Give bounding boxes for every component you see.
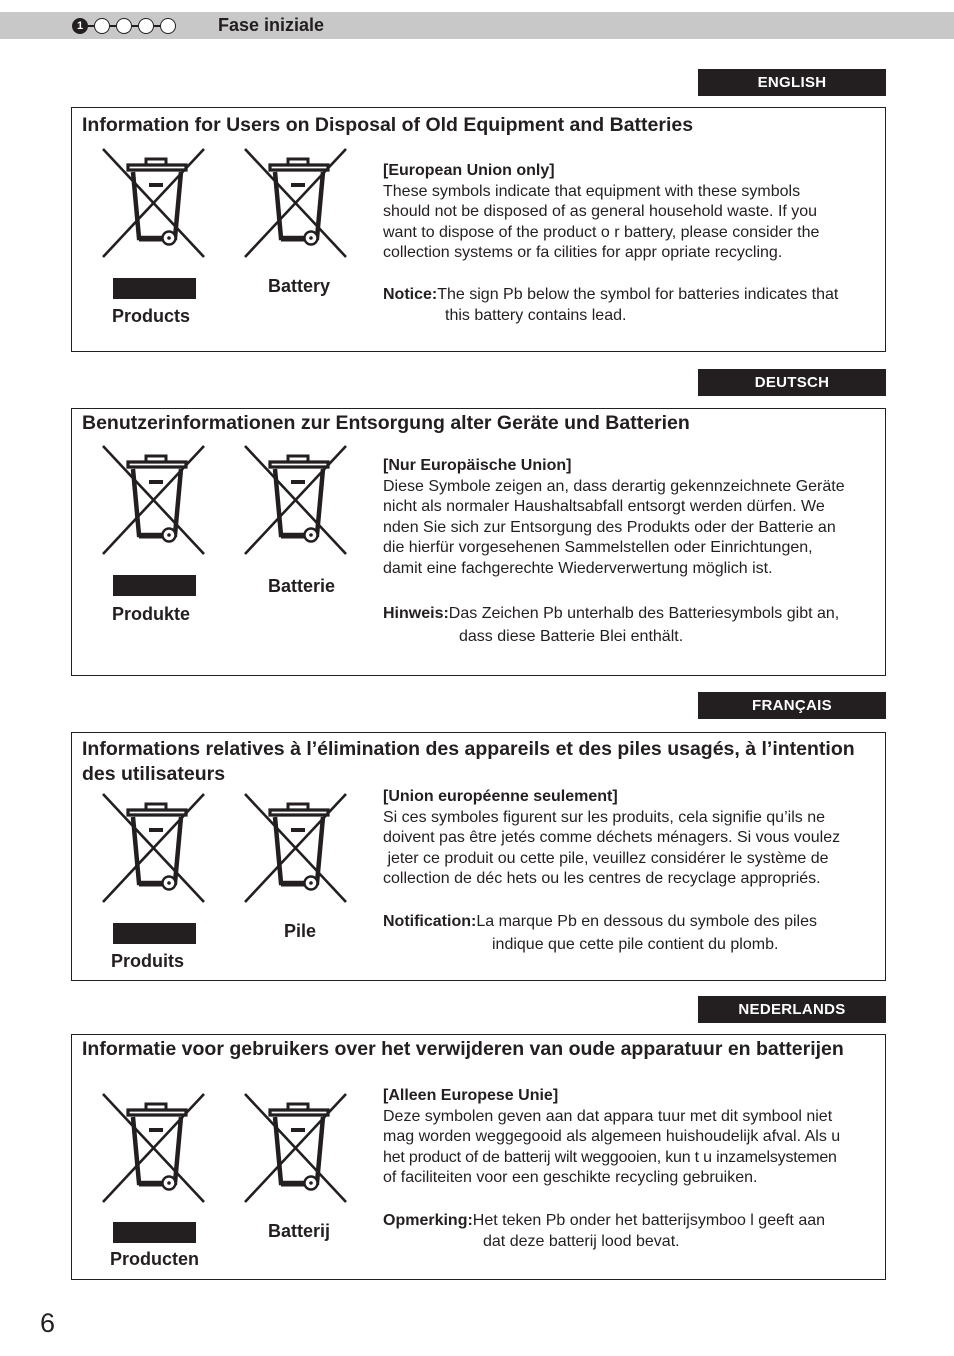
info-text xyxy=(383,1086,888,1189)
crossed-bin-icon xyxy=(100,443,210,557)
notice xyxy=(383,1210,903,1252)
notice-key: Hinweis: xyxy=(383,605,449,622)
step-1: 1 xyxy=(72,18,88,34)
notice-line: dat deze batterij lood bevat. xyxy=(483,1233,680,1250)
battery-label: Batterij xyxy=(268,1221,331,1241)
notice-line: The sign Pb below the symbol for batteries indicates that xyxy=(437,286,839,303)
text-line: die hierfür vorgesehenen Sammelstellen oder Einrichtungen, xyxy=(383,539,813,557)
products-label: Products xyxy=(112,306,191,326)
crossed-bin-icon xyxy=(242,1091,352,1205)
products-label: Produits xyxy=(111,951,185,971)
disposal-section-francais xyxy=(71,732,886,981)
notice-key: Opmerking: xyxy=(383,1212,473,1229)
text-line: jeter ce produit ou cette pile, veuillez considérer le système de xyxy=(383,849,829,867)
text-line: mag worden weggegooid als algemeen huishoudelijk afval. Als u xyxy=(383,1128,841,1146)
notice-line: indique que cette pile contient du plomb. xyxy=(492,936,779,953)
text-line: should not be disposed of as general household waste. If you xyxy=(383,203,818,221)
battery-label: Batterie xyxy=(268,576,336,596)
products-label: Producten xyxy=(110,1249,200,1269)
text-line: collection systems or fa cilities for appr opriate recycling. xyxy=(383,244,783,262)
notice xyxy=(383,910,903,956)
section-title: Informations relatives à l’élimination des appareils et des piles usagés, à l’intention des utilisateurs xyxy=(82,738,855,785)
text-line: doivent pas être jetés comme déchets ménagers. Si vous voulez xyxy=(383,829,841,847)
header-title: Fase iniziale xyxy=(218,15,325,35)
lang-tab-francais: FRANÇAIS xyxy=(698,692,886,719)
step-4 xyxy=(138,18,154,34)
text-line: het product of de batterij wilt weggooien, kun t u inzamelsystemen xyxy=(383,1148,837,1166)
battery-label: Battery xyxy=(268,276,331,296)
crossed-bin-icon xyxy=(242,791,352,905)
crossed-bin-icon xyxy=(100,791,210,905)
step-3 xyxy=(116,18,132,34)
notice-line: Das Zeichen Pb unterhalb des Batteriesymbols gibt an, xyxy=(448,605,840,622)
region-heading: [Nur Europäische Union] xyxy=(383,457,572,474)
notice-line: this battery contains lead. xyxy=(445,306,627,324)
text-line: These symbols indicate that equipment with these symbols xyxy=(383,182,801,200)
step-2 xyxy=(94,18,110,34)
lang-tab-deutsch: DEUTSCH xyxy=(698,369,886,396)
crossed-bin-icon xyxy=(242,443,352,557)
text-line: of faciliteiten voor een geschikte recycling gebruiken. xyxy=(383,1169,758,1187)
text-line: nden Sie sich zur Entsorgung des Produkts oder der Batterie an xyxy=(383,518,836,536)
notice-line: La marque Pb en dessous du symbole des piles xyxy=(476,913,817,930)
black-bar xyxy=(113,575,196,596)
crossed-bin-icon xyxy=(242,146,352,260)
notice-key: Notice: xyxy=(383,286,438,303)
text-line: Diese Symbole zeigen an, dass derartig gekennzeichnete Geräte xyxy=(383,477,845,495)
battery-label: Pile xyxy=(284,921,317,941)
region-heading: [European Union only] xyxy=(383,162,555,179)
notice xyxy=(383,602,903,648)
info-text xyxy=(383,787,883,890)
lang-tab-nederlands: NEDERLANDS xyxy=(698,996,886,1023)
text-line: Deze symbolen geven aan dat appara tuur met dit symbool niet xyxy=(383,1107,833,1125)
disposal-section-deutsch xyxy=(71,408,886,676)
section-title: Information for Users on Disposal of Old Equipment and Batteries xyxy=(82,114,694,136)
text-line: nicht als normaler Haushaltsabfall entsorgt werden dürfen. We xyxy=(383,498,825,516)
products-label: Produkte xyxy=(112,604,191,624)
crossed-bin-icon xyxy=(100,146,210,260)
notice xyxy=(383,285,903,326)
black-bar xyxy=(113,278,196,299)
section-title: Benutzerinformationen zur Entsorgung alter Geräte und Batterien xyxy=(82,412,690,434)
step-5 xyxy=(160,18,176,34)
black-bar xyxy=(113,923,196,944)
info-text xyxy=(383,456,903,580)
text-line: collection de déc hets ou les centres de recyclage appropriés. xyxy=(383,870,821,888)
notice-line: Het teken Pb onder het batterijsymboo l geeft aan xyxy=(472,1212,826,1229)
page-number: 6 xyxy=(40,1308,56,1338)
notice-key: Notification: xyxy=(383,913,477,930)
disposal-section-nederlands xyxy=(71,1034,886,1280)
text-line: damit eine fachgerechte Wiederverwertung möglich ist. xyxy=(383,559,773,577)
region-heading: [Union européenne seulement] xyxy=(383,788,618,805)
text-line: want to dispose of the product o r battery, please consider the xyxy=(383,223,820,241)
step-indicator xyxy=(72,17,176,35)
notice-line: dass diese Batterie Blei enthält. xyxy=(459,628,684,645)
lang-tab-english: ENGLISH xyxy=(698,69,886,96)
black-bar xyxy=(113,1222,196,1243)
crossed-bin-icon xyxy=(100,1091,210,1205)
section-title: Informatie voor gebruikers over het verwijderen van oude apparatuur en batterijen xyxy=(82,1038,844,1060)
text-line: Si ces symboles figurent sur les produits, cela signifie qu’ils ne xyxy=(383,808,825,826)
info-text xyxy=(383,161,903,264)
disposal-section-english xyxy=(71,107,886,352)
region-heading: [Alleen Europese Unie] xyxy=(383,1087,559,1104)
